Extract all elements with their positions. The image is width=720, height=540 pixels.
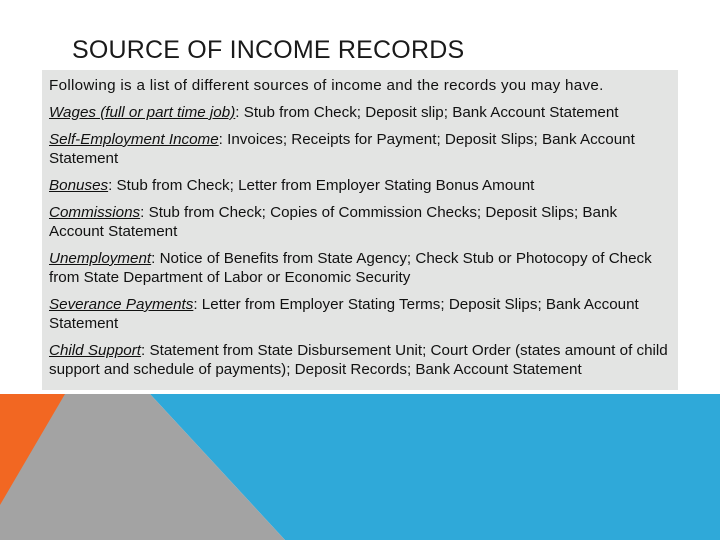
entry-term: Unemployment	[49, 250, 152, 267]
entry-unemployment	[49, 249, 674, 287]
entry-desc: : Statement from State Disbursement Unit; Court Order (states amount of child support and schedule of payments); Deposit Records; Bank Account Statement	[49, 342, 668, 378]
entry-self-employment	[49, 130, 674, 168]
entry-term: Bonuses	[49, 177, 109, 194]
entry-desc: : Letter from Employer Stating Terms; Deposit Slips; Bank Account Statement	[49, 296, 639, 332]
entry-severance	[49, 295, 674, 333]
income-list	[49, 76, 674, 387]
entry-desc: : Stub from Check; Letter from Employer Stating Bonus Amount	[108, 177, 535, 194]
entry-term: Child Support	[49, 342, 142, 359]
entry-commissions	[49, 203, 674, 241]
entry-term: Commissions	[49, 204, 141, 221]
entry-desc: : Invoices; Receipts for Payment; Deposit Slips; Bank Account Statement	[49, 131, 635, 167]
entry-child-support	[49, 341, 674, 379]
entry-bonuses	[49, 176, 674, 195]
slide-title: SOURCE OF INCOME RECORDS	[72, 36, 465, 64]
intro-text: Following is a list of different sources of income and the records you may have.	[49, 77, 604, 94]
entry-term: Self-Employment Income	[49, 131, 219, 148]
entry-wages	[49, 103, 674, 122]
entry-desc: : Stub from Check; Deposit slip; Bank Account Statement	[235, 104, 619, 121]
entry-desc: : Notice of Benefits from State Agency; Check Stub or Photocopy of Check from State Department of Labor or Economic Security	[49, 250, 652, 286]
entry-term: Severance Payments	[49, 296, 194, 313]
entry-desc: : Stub from Check; Copies of Commission Checks; Deposit Slips; Bank Account Statement	[49, 204, 618, 240]
entry-term: Wages (full or part time job)	[49, 104, 236, 121]
